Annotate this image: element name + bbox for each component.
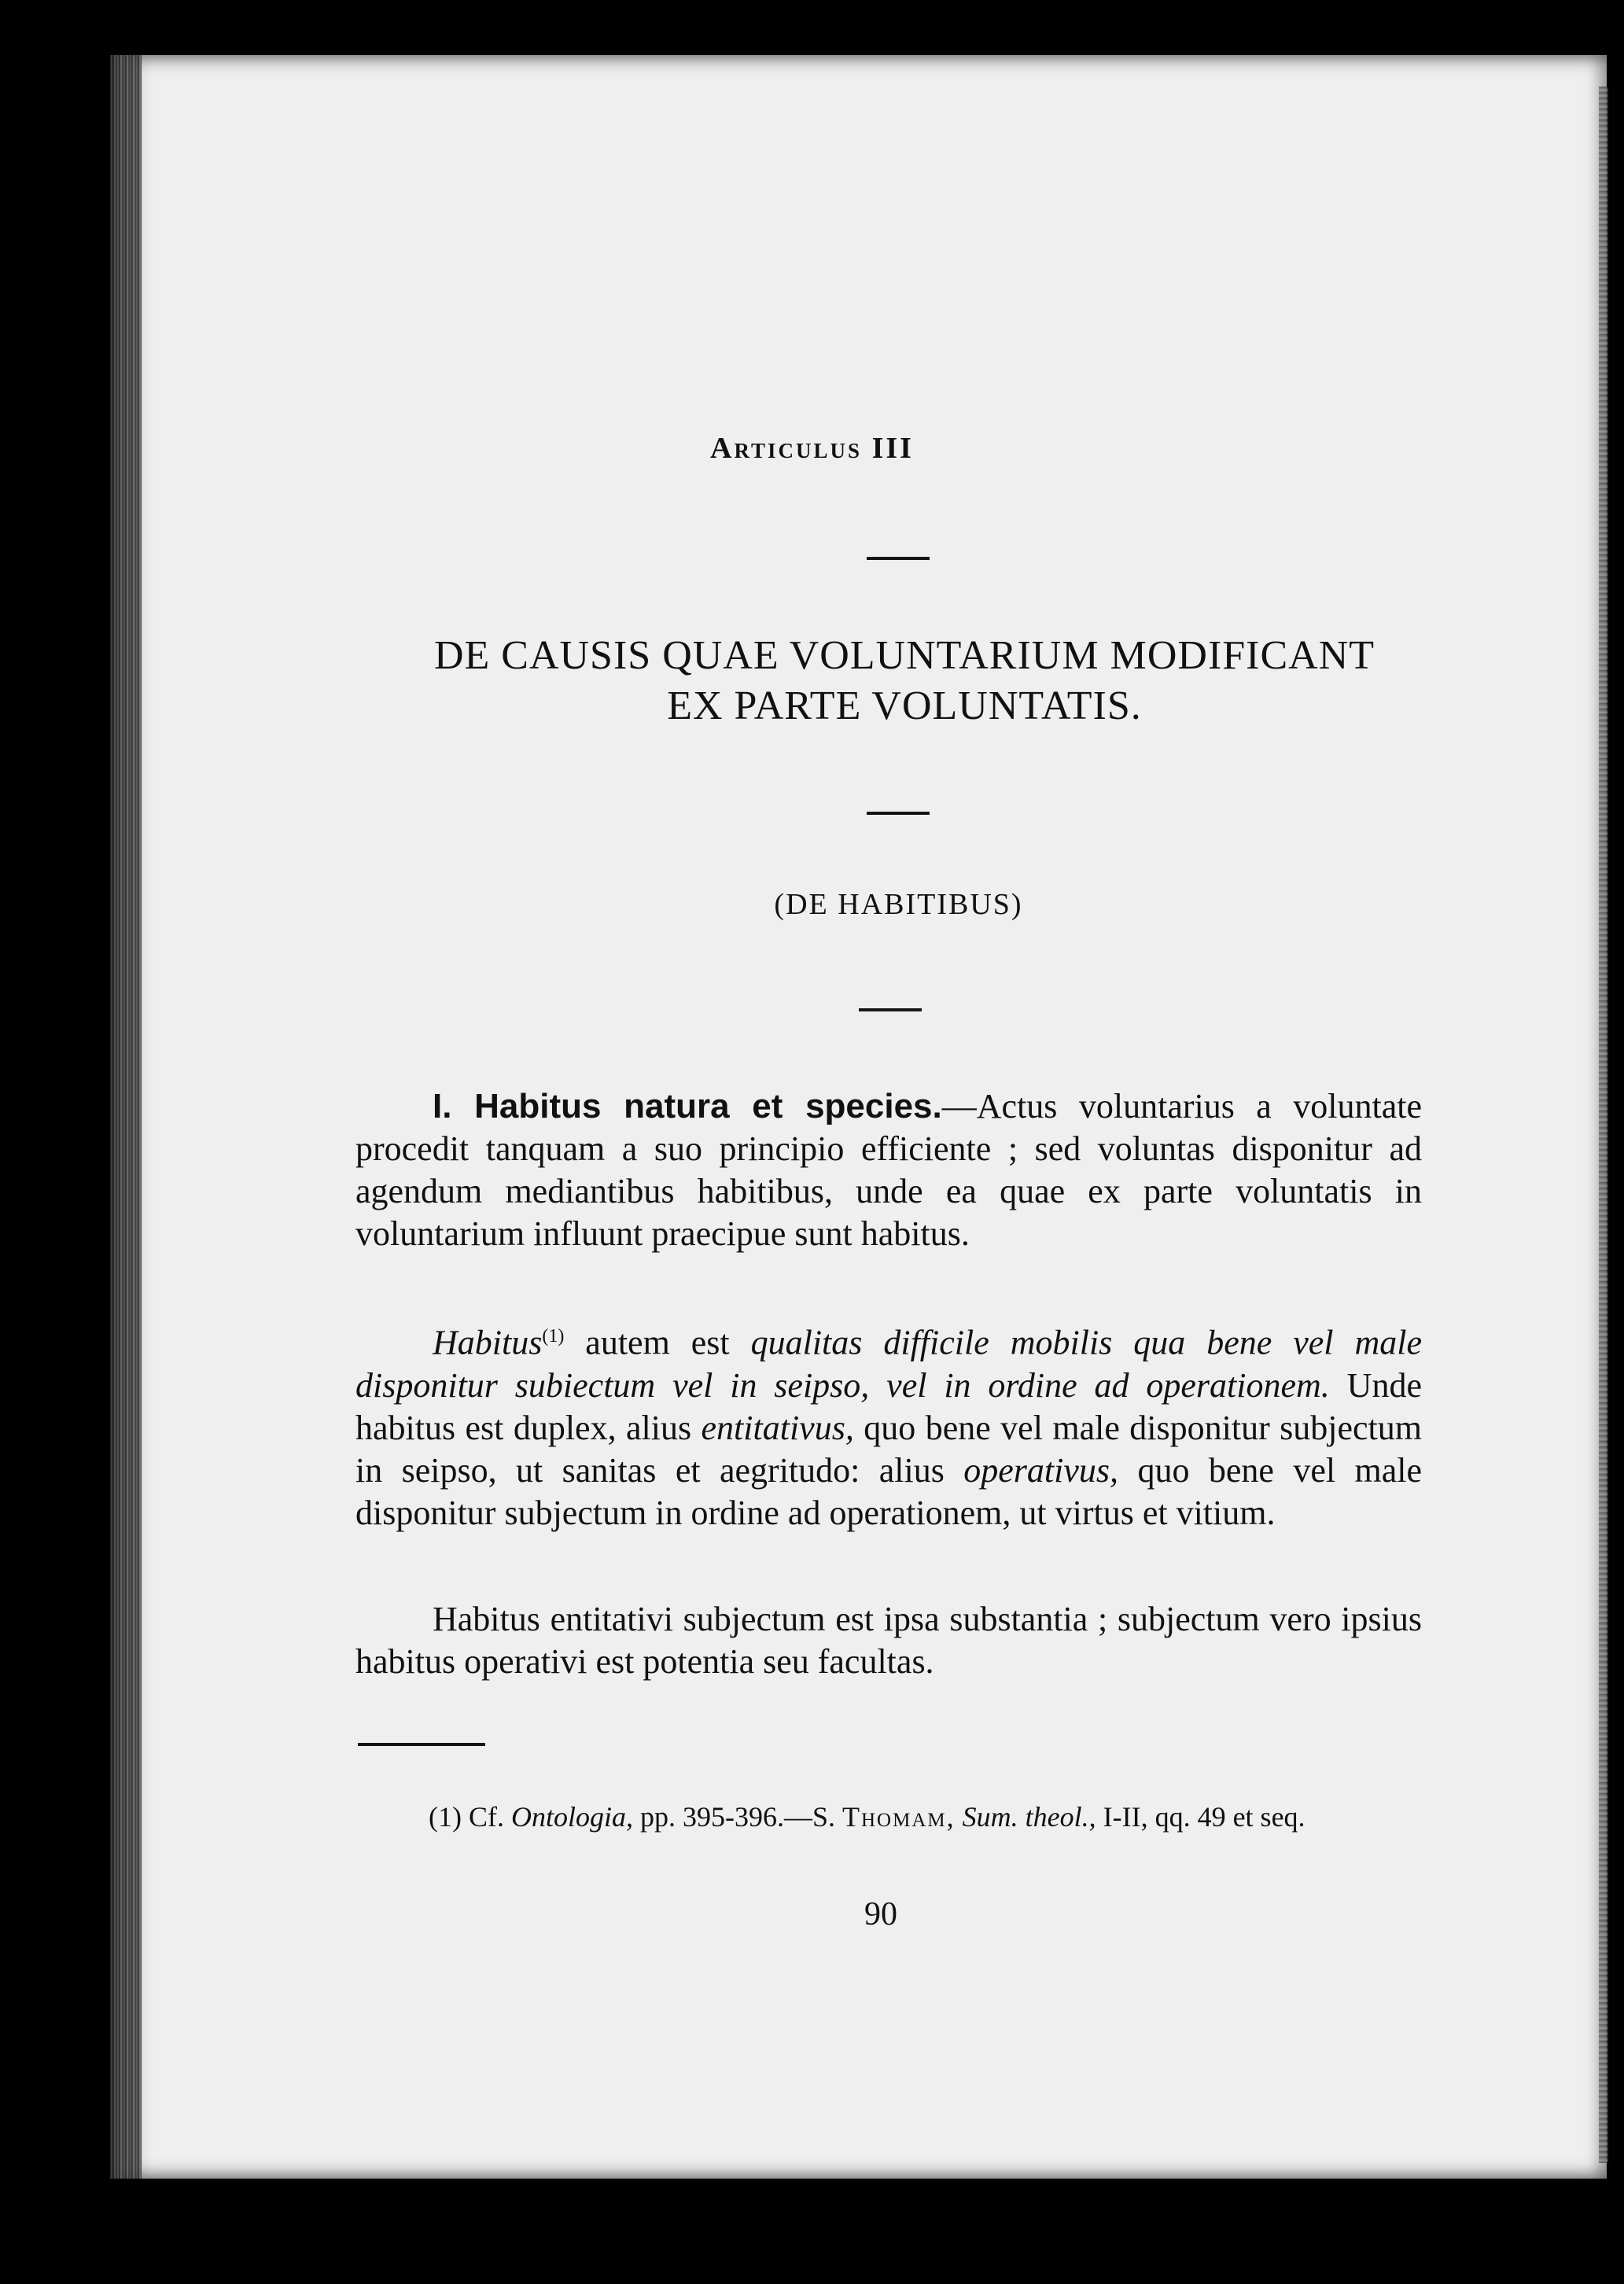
paragraph-2-text-2: Unde habitus est duplex, alius (355, 1365, 1422, 1447)
chapter-title-line-2: EX PARTE VOLUNTATIS. (667, 683, 1142, 728)
book-spine (110, 55, 142, 2179)
page-edge (1599, 87, 1608, 2163)
divider-rule-2 (867, 812, 930, 815)
footnote-marker: (1) (429, 1801, 462, 1833)
paragraph-2-text-4: quo bene vel male disponitur subjectum in ordine ad operationem, ut virtus et vitium. (355, 1450, 1422, 1532)
footnote-rule (358, 1743, 485, 1746)
footnote (352, 1800, 1420, 1834)
term-entitativus: entitativus, (701, 1408, 854, 1447)
page-number: 90 (864, 1896, 897, 1932)
footnote-sum-theol: Sum. theol., (955, 1801, 1096, 1833)
paragraph-2 (355, 1315, 1422, 1534)
footnote-reference: (1) (542, 1326, 565, 1346)
section-heading: I. Habitus natura et species. (433, 1087, 942, 1125)
paragraph-2-text-1: autem est (564, 1323, 751, 1362)
section-subtitle: (DE HABITIBUS) (774, 888, 1023, 921)
term-operativus: operativus, (963, 1450, 1119, 1490)
footnote-ontologia: Ontologia, (510, 1801, 633, 1833)
paragraph-3: Habitus entitativi subjectum est ipsa substantia ; subjectum vero ipsius habitus operativi est potentia seu facultas. (355, 1600, 1422, 1681)
divider-rule-1 (867, 557, 930, 560)
article-heading: Articulus III (710, 432, 914, 465)
habitus-definition: qualitas difficile mobilis qua bene vel male disponitur subiectum vel in seipso, vel in ordine ad operationem. (355, 1323, 1422, 1405)
footnote-thomam: Thomam, (842, 1801, 956, 1833)
footnote-rest: I-II, qq. 49 et seq. (1096, 1801, 1305, 1833)
paragraph-1-text: —Actus voluntarius a voluntate procedit tanquam a suo principio efficiente ; sed voluntas disponitur ad agendum mediantibus habitibus, unde ea quae ex parte voluntatis in voluntarium influunt praecipue sunt habitus. (355, 1087, 1422, 1253)
chapter-title (0, 631, 1624, 731)
paragraph-2-text-3: quo bene vel male disponitur subjectum in seipso, ut sanitas et aegritudo: alius (355, 1408, 1422, 1490)
divider-rule-3 (859, 1008, 922, 1011)
footnote-pages: pp. 395-396.—S. (633, 1801, 843, 1833)
chapter-title-line-1: DE CAUSIS QUAE VOLUNTARIUM MODIFICANT (433, 633, 1375, 678)
footnote-cf: Cf. (461, 1801, 511, 1833)
term-habitus: Habitus (433, 1323, 543, 1362)
paragraph-1 (355, 1085, 1422, 1255)
